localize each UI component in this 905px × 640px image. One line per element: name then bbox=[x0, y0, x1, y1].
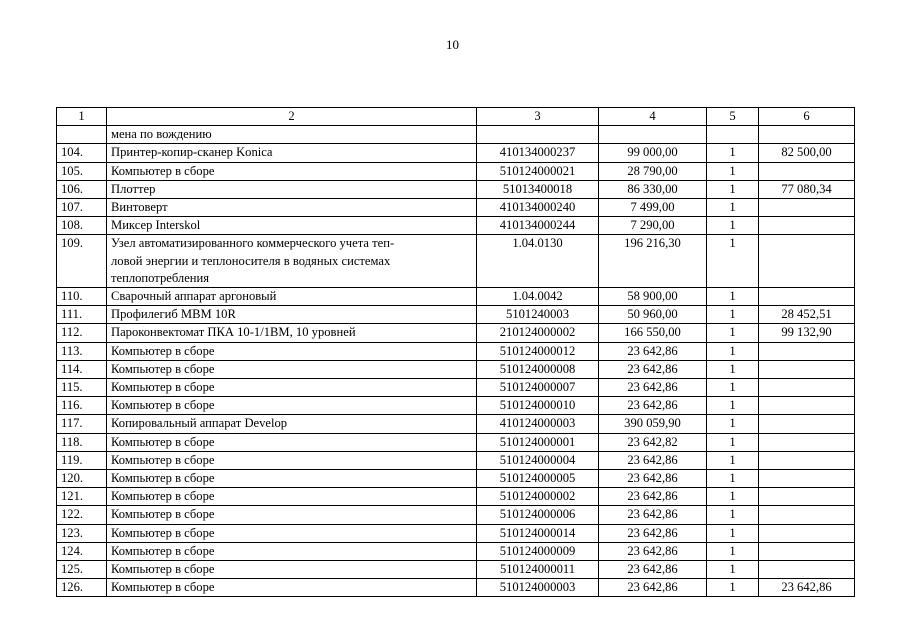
cell-price: 23 642,86 bbox=[599, 561, 707, 579]
table-row bbox=[57, 162, 855, 180]
cell-name: Компьютер в сборе bbox=[107, 397, 477, 415]
cell-number: 123. bbox=[57, 524, 107, 542]
cell-name: Плоттер bbox=[107, 180, 477, 198]
cell-name: Копировальный аппарат Develop bbox=[107, 415, 477, 433]
cell-number: 125. bbox=[57, 561, 107, 579]
table-row bbox=[57, 306, 855, 324]
table-row bbox=[57, 415, 855, 433]
cell-number: 113. bbox=[57, 342, 107, 360]
table-row bbox=[57, 379, 855, 397]
cell-number: 119. bbox=[57, 451, 107, 469]
cell-name: Компьютер в сборе bbox=[107, 542, 477, 560]
cell-quantity: 1 bbox=[707, 360, 759, 378]
cell-name: Компьютер в сборе bbox=[107, 561, 477, 579]
cell-code: 510124000007 bbox=[477, 379, 599, 397]
cell-number: 115. bbox=[57, 379, 107, 397]
column-header-3: 3 bbox=[477, 108, 599, 126]
cell-price: 390 059,90 bbox=[599, 415, 707, 433]
cell-quantity bbox=[707, 126, 759, 144]
cell-code: 510124000001 bbox=[477, 433, 599, 451]
cell-number: 110. bbox=[57, 288, 107, 306]
cell-code: 510124000010 bbox=[477, 397, 599, 415]
cell-code: 510124000003 bbox=[477, 579, 599, 597]
cell-residual bbox=[759, 162, 855, 180]
cell-residual bbox=[759, 433, 855, 451]
cell-name: Компьютер в сборе bbox=[107, 506, 477, 524]
cell-price: 23 642,86 bbox=[599, 506, 707, 524]
cell-name: Сварочный аппарат аргоновый bbox=[107, 288, 477, 306]
cell-residual: 77 080,34 bbox=[759, 180, 855, 198]
cell-quantity: 1 bbox=[707, 342, 759, 360]
cell-name: Компьютер в сборе bbox=[107, 379, 477, 397]
cell-number: 112. bbox=[57, 324, 107, 342]
cell-price: 23 642,86 bbox=[599, 579, 707, 597]
cell-quantity: 1 bbox=[707, 524, 759, 542]
cell-quantity: 1 bbox=[707, 288, 759, 306]
cell-price: 23 642,86 bbox=[599, 451, 707, 469]
cell-name: Узел автоматизированного коммерческого учета теп- ловой энергии и теплоносителя в водяных системах теплопотребления bbox=[107, 235, 477, 288]
cell-name: Компьютер в сборе bbox=[107, 579, 477, 597]
cell-code: 510124000009 bbox=[477, 542, 599, 560]
cell-quantity: 1 bbox=[707, 397, 759, 415]
cell-quantity: 1 bbox=[707, 199, 759, 217]
cell-quantity: 1 bbox=[707, 235, 759, 288]
cell-quantity: 1 bbox=[707, 180, 759, 198]
cell-price: 23 642,86 bbox=[599, 360, 707, 378]
cell-name: Компьютер в сборе bbox=[107, 488, 477, 506]
cell-number: 121. bbox=[57, 488, 107, 506]
table-row bbox=[57, 579, 855, 597]
cell-residual bbox=[759, 451, 855, 469]
cell-quantity: 1 bbox=[707, 144, 759, 162]
cell-price: 7 290,00 bbox=[599, 217, 707, 235]
cell-name: Миксер Interskol bbox=[107, 217, 477, 235]
cell-number: 106. bbox=[57, 180, 107, 198]
cell-residual bbox=[759, 199, 855, 217]
cell-price: 99 000,00 bbox=[599, 144, 707, 162]
cell-quantity: 1 bbox=[707, 415, 759, 433]
cell-number: 118. bbox=[57, 433, 107, 451]
cell-price bbox=[599, 126, 707, 144]
cell-number: 120. bbox=[57, 470, 107, 488]
cell-number: 122. bbox=[57, 506, 107, 524]
cell-code: 1.04.0130 bbox=[477, 235, 599, 288]
cell-residual bbox=[759, 470, 855, 488]
table-row bbox=[57, 360, 855, 378]
table-row bbox=[57, 451, 855, 469]
cell-number bbox=[57, 126, 107, 144]
page-number: 10 bbox=[446, 37, 459, 52]
cell-code: 510124000008 bbox=[477, 360, 599, 378]
cell-residual bbox=[759, 360, 855, 378]
cell-price: 196 216,30 bbox=[599, 235, 707, 288]
cell-residual: 99 132,90 bbox=[759, 324, 855, 342]
cell-code bbox=[477, 126, 599, 144]
table-row bbox=[57, 524, 855, 542]
cell-code: 410134000237 bbox=[477, 144, 599, 162]
column-header-6: 6 bbox=[759, 108, 855, 126]
cell-residual bbox=[759, 217, 855, 235]
cell-name: Компьютер в сборе bbox=[107, 162, 477, 180]
continuation-row bbox=[57, 126, 855, 144]
cell-number: 105. bbox=[57, 162, 107, 180]
cell-name: мена по вождению bbox=[107, 126, 477, 144]
cell-name: Винтоверт bbox=[107, 199, 477, 217]
cell-residual bbox=[759, 415, 855, 433]
cell-code: 51013400018 bbox=[477, 180, 599, 198]
cell-code: 5101240003 bbox=[477, 306, 599, 324]
cell-price: 166 550,00 bbox=[599, 324, 707, 342]
cell-price: 50 960,00 bbox=[599, 306, 707, 324]
table-row bbox=[57, 199, 855, 217]
cell-residual bbox=[759, 506, 855, 524]
cell-number: 109. bbox=[57, 235, 107, 288]
cell-code: 510124000004 bbox=[477, 451, 599, 469]
cell-quantity: 1 bbox=[707, 488, 759, 506]
cell-name: Компьютер в сборе bbox=[107, 342, 477, 360]
cell-code: 510124000005 bbox=[477, 470, 599, 488]
cell-code: 510124000021 bbox=[477, 162, 599, 180]
header-row bbox=[57, 108, 855, 126]
cell-name: Профилегиб MBM 10R bbox=[107, 306, 477, 324]
cell-code: 210124000002 bbox=[477, 324, 599, 342]
cell-quantity: 1 bbox=[707, 324, 759, 342]
cell-name: Компьютер в сборе bbox=[107, 470, 477, 488]
cell-number: 124. bbox=[57, 542, 107, 560]
table-row bbox=[57, 561, 855, 579]
cell-number: 111. bbox=[57, 306, 107, 324]
cell-quantity: 1 bbox=[707, 470, 759, 488]
cell-number: 107. bbox=[57, 199, 107, 217]
cell-residual bbox=[759, 524, 855, 542]
cell-code: 410134000240 bbox=[477, 199, 599, 217]
cell-residual bbox=[759, 235, 855, 288]
cell-price: 23 642,86 bbox=[599, 470, 707, 488]
table-row bbox=[57, 180, 855, 198]
cell-residual bbox=[759, 397, 855, 415]
cell-quantity: 1 bbox=[707, 162, 759, 180]
cell-number: 104. bbox=[57, 144, 107, 162]
cell-code: 510124000002 bbox=[477, 488, 599, 506]
asset-table bbox=[56, 107, 855, 597]
column-header-5: 5 bbox=[707, 108, 759, 126]
table-row bbox=[57, 235, 855, 288]
cell-residual: 23 642,86 bbox=[759, 579, 855, 597]
cell-residual bbox=[759, 342, 855, 360]
cell-quantity: 1 bbox=[707, 306, 759, 324]
cell-price: 23 642,86 bbox=[599, 379, 707, 397]
table-row bbox=[57, 506, 855, 524]
cell-quantity: 1 bbox=[707, 433, 759, 451]
cell-residual bbox=[759, 379, 855, 397]
cell-code: 1.04.0042 bbox=[477, 288, 599, 306]
table-row bbox=[57, 470, 855, 488]
cell-code: 510124000014 bbox=[477, 524, 599, 542]
table-row bbox=[57, 542, 855, 560]
cell-quantity: 1 bbox=[707, 217, 759, 235]
cell-residual bbox=[759, 126, 855, 144]
cell-name: Компьютер в сборе bbox=[107, 360, 477, 378]
cell-name: Компьютер в сборе bbox=[107, 433, 477, 451]
cell-residual bbox=[759, 561, 855, 579]
cell-price: 28 790,00 bbox=[599, 162, 707, 180]
table-row bbox=[57, 288, 855, 306]
cell-number: 126. bbox=[57, 579, 107, 597]
table-body bbox=[57, 126, 855, 597]
table-row bbox=[57, 144, 855, 162]
column-header-1: 1 bbox=[57, 108, 107, 126]
cell-quantity: 1 bbox=[707, 451, 759, 469]
cell-number: 116. bbox=[57, 397, 107, 415]
cell-price: 23 642,82 bbox=[599, 433, 707, 451]
cell-price: 7 499,00 bbox=[599, 199, 707, 217]
cell-number: 114. bbox=[57, 360, 107, 378]
cell-code: 410134000244 bbox=[477, 217, 599, 235]
cell-quantity: 1 bbox=[707, 561, 759, 579]
cell-residual bbox=[759, 488, 855, 506]
cell-number: 117. bbox=[57, 415, 107, 433]
cell-residual: 82 500,00 bbox=[759, 144, 855, 162]
cell-price: 23 642,86 bbox=[599, 488, 707, 506]
cell-residual bbox=[759, 542, 855, 560]
cell-code: 510124000011 bbox=[477, 561, 599, 579]
cell-price: 23 642,86 bbox=[599, 542, 707, 560]
table-row bbox=[57, 217, 855, 235]
cell-code: 410124000003 bbox=[477, 415, 599, 433]
cell-code: 510124000006 bbox=[477, 506, 599, 524]
cell-residual bbox=[759, 288, 855, 306]
cell-name: Компьютер в сборе bbox=[107, 451, 477, 469]
column-header-2: 2 bbox=[107, 108, 477, 126]
cell-price: 23 642,86 bbox=[599, 397, 707, 415]
cell-number: 108. bbox=[57, 217, 107, 235]
cell-residual: 28 452,51 bbox=[759, 306, 855, 324]
table-row bbox=[57, 342, 855, 360]
table-row bbox=[57, 488, 855, 506]
cell-quantity: 1 bbox=[707, 506, 759, 524]
cell-quantity: 1 bbox=[707, 542, 759, 560]
cell-price: 58 900,00 bbox=[599, 288, 707, 306]
cell-quantity: 1 bbox=[707, 379, 759, 397]
table-row bbox=[57, 433, 855, 451]
cell-name: Пароконвектомат ПКА 10-1/1ВМ, 10 уровней bbox=[107, 324, 477, 342]
cell-quantity: 1 bbox=[707, 579, 759, 597]
cell-price: 23 642,86 bbox=[599, 342, 707, 360]
table-row bbox=[57, 397, 855, 415]
cell-code: 510124000012 bbox=[477, 342, 599, 360]
cell-name: Компьютер в сборе bbox=[107, 524, 477, 542]
cell-name: Принтер-копир-сканер Konica bbox=[107, 144, 477, 162]
cell-price: 86 330,00 bbox=[599, 180, 707, 198]
table-row bbox=[57, 324, 855, 342]
cell-price: 23 642,86 bbox=[599, 524, 707, 542]
column-header-4: 4 bbox=[599, 108, 707, 126]
